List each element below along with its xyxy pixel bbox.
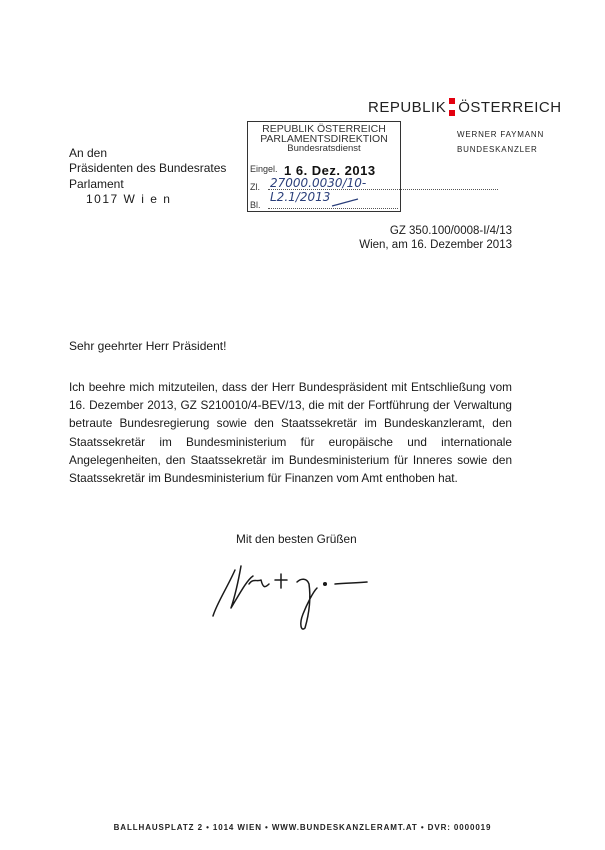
recipient-line-2: Präsidenten des Bundesrates: [69, 161, 227, 176]
stamp-eingel-label: Eingel.: [250, 164, 278, 174]
flag-stripe-bottom: [449, 110, 455, 116]
sender-role: BUNDESKANZLER: [457, 145, 538, 154]
reference-date: Wien, am 16. Dezember 2013: [359, 239, 512, 251]
signature-graphic: [205, 558, 375, 633]
footer-address: BALLHAUSPLATZ 2 • 1014 WIEN • WWW.BUNDESKANZLERAMT.AT • DVR: 0000019: [113, 823, 492, 832]
sender-name: WERNER FAYMANN: [457, 130, 545, 139]
recipient-line-3: Parlament: [69, 176, 124, 191]
republic-logo: [368, 95, 562, 119]
stamp-zl-handwritten: 27000.0030/10-L2.1/2013: [270, 176, 367, 204]
letter-body: Ich beehre mich mitzuteilen, dass der Herr Bundespräsident mit Entschließung vom 16. Dezember 2013, GZ S210010/4-BEV/13, die mit der Fortführung der Verwaltung betraute Bundesregierung sowie den Staatssekretär im Bundeskanzleramt, den Staatssekretär im Bundesministerium für europäische und internationale Angelegenheiten, den Staatssekretär im Bundesministerium für Inneres sowie den Staatssekretär im Bundesministerium für Finanzen vom Amt enthoben hat.: [69, 380, 512, 486]
reference-block: [359, 224, 512, 252]
stamp-line-2: PARLAMENTSDIREKTION: [260, 133, 388, 145]
stamp-date: 1 6. Dez. 2013: [284, 163, 376, 178]
stamp-tick-mark: [330, 198, 360, 208]
salutation: Sehr geehrter Herr Präsident!: [69, 339, 227, 353]
stamp-zl-label: Zl.: [250, 182, 260, 192]
logo-text-right: ÖSTERREICH: [458, 98, 562, 116]
stamp-bl-line: [268, 208, 398, 209]
closing: Mit den besten Grüßen: [236, 532, 357, 546]
recipient-line-4: 1017 W i e n: [86, 191, 172, 206]
stamp-line-1: REPUBLIK ÖSTERREICH: [262, 123, 386, 135]
recipient-address: [69, 146, 226, 207]
stamp-line-3: Bundesratsdienst: [287, 143, 361, 154]
receipt-stamp: [247, 121, 401, 212]
recipient-line-1: An den: [69, 146, 108, 160]
sender-block: [457, 127, 544, 157]
stamp-header: [248, 122, 400, 154]
stamp-bl-label: Bl.: [250, 200, 261, 210]
reference-gz: GZ 350.100/0008-I/4/13: [389, 225, 512, 237]
austria-flag-icon: [449, 98, 455, 117]
logo-text-left: REPUBLIK: [368, 98, 447, 116]
